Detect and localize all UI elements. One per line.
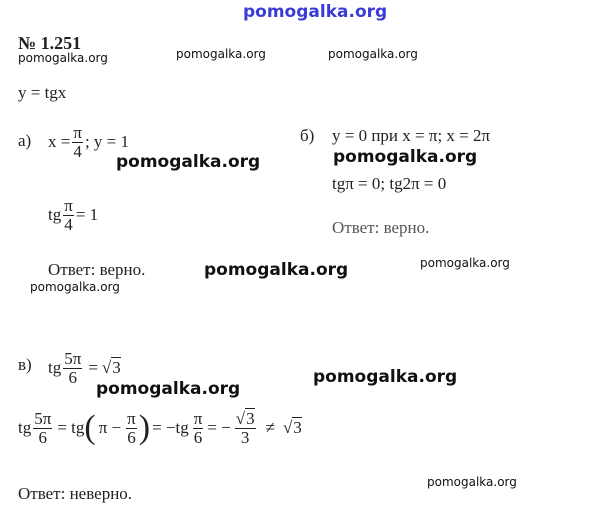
part-b-answer: Ответ: верно. [332,218,430,237]
sqrt-three: √3 [101,358,121,378]
watermark: pomogalka.org [427,475,517,489]
x-equals: x = [48,132,71,152]
watermark: pomogalka.org [243,2,388,22]
sqrt-three: √3 [282,418,302,438]
five-pi-over-six: $\frac{5\pi}{6}$ [34,409,52,447]
pi-over-six: $\frac{\pi}{6}$ [193,409,203,447]
pi-over-six: $\frac{\pi}{6}$ [127,409,136,447]
pi-over-four: $\frac{\pi}{4}$ [73,123,82,161]
part-v-answer: Ответ: неверно. [18,484,133,503]
pi-over-four: $\frac{\pi}{4}$ [64,196,73,234]
five-pi-over-six: $\frac{5\pi}{6}$ [64,349,82,387]
part-b-label: б) [300,126,315,145]
part-v-claim: tg $\frac{5\pi}{6}$ = √3 [48,349,121,387]
part-v-computation: tg $\frac{5\pi}{6}$ = tg ( π − $\frac{\pi}{6}$ ) = −tg $\frac{\pi}{6}$ = − $\frac{√3}{3}$ ≠ √3 [18,409,302,447]
watermark: pomogalka.org [116,152,261,172]
watermark: pomogalka.org [333,147,478,167]
watermark: pomogalka.org [18,51,108,65]
problem-number: № 1.251 [18,33,82,53]
part-a-condition [48,124,129,161]
part-a-label: а) [18,131,32,150]
watermark: pomogalka.org [204,260,349,280]
sqrt-three-over-three: $\frac{√3}{3}$ [235,409,255,447]
part-a-answer: Ответ: верно. [48,260,146,279]
part-v-label: в) [18,355,32,374]
watermark: pomogalka.org [30,280,120,294]
watermark: pomogalka.org [176,47,266,61]
watermark: pomogalka.org [420,256,510,270]
y-equals: ; y = 1 [84,132,129,152]
watermark: pomogalka.org [96,379,241,399]
part-b-line2: tgπ = 0; tg2π = 0 [332,174,447,193]
watermark: pomogalka.org [313,367,458,387]
watermark: pomogalka.org [328,47,418,61]
function-definition: y = tgx [18,83,67,102]
part-b-line1: y = 0 при x = π; x = 2π [332,126,491,145]
part-a-check: tg $\frac{\pi}{4}$ = 1 [48,196,99,234]
